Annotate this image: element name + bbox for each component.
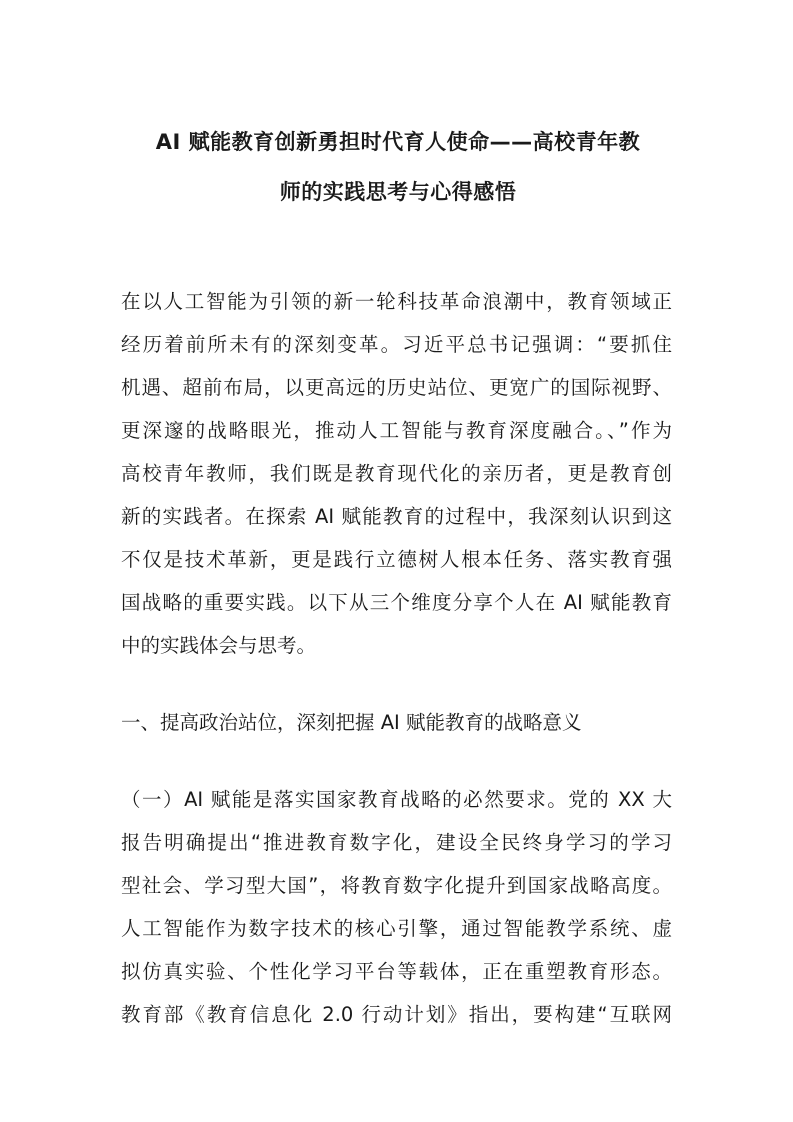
paragraph-line: 教育部《教育信息化 2.0 行动计划》指出，要构建“互联网 (121, 1003, 672, 1026)
paragraph-line: 拟仿真实验、个性化学习平台等载体，正在重塑教育形态。 (121, 960, 672, 983)
paragraph-line: 机遇、超前布局，以更高远的历史站位、更宽广的国际视野、 (121, 376, 672, 399)
paragraph-line: 新的实践者。在探索 AI 赋能教育的过程中，我深刻认识到这 (121, 505, 672, 528)
paragraph-line: 人工智能作为数字技术的核心引擎，通过智能教学系统、虚 (121, 917, 672, 940)
paragraph-line: （一）AI 赋能是落实国家教育战略的必然要求。党的 XX 大 (121, 788, 672, 811)
paragraph-line: 经历着前所未有的深刻变革。习近平总书记强调：“要抓住 (121, 333, 672, 356)
section-heading: 一、提高政治站位，深刻把握 AI 赋能教育的战略意义 (121, 711, 582, 734)
paragraph-line: 型社会、学习型大国”，将教育数字化提升到国家战略高度。 (121, 874, 672, 897)
document-title-line-2: 师的实践思考与心得感悟 (279, 180, 517, 204)
paragraph-line: 更深邃的战略眼光，推动人工智能与教育深度融合。、”作为 (121, 419, 672, 442)
paragraph-line: 中的实践体会与思考。 (121, 634, 317, 657)
document-title-line-1: AI 赋能教育创新勇担时代育人使命——高校青年教 (155, 130, 641, 154)
paragraph-line: 报告明确提出“推进教育数字化，建设全民终身学习的学习 (121, 831, 672, 854)
paragraph-line: 国战略的重要实践。以下从三个维度分享个人在 AI 赋能教育 (121, 591, 672, 614)
paragraph-line: 不仅是技术革新，更是践行立德树人根本任务、落实教育强 (121, 548, 672, 571)
paragraph-line: 在以人工智能为引领的新一轮科技革命浪潮中，教育领域正 (121, 290, 672, 313)
paragraph-line: 高校青年教师，我们既是教育现代化的亲历者，更是教育创 (121, 462, 672, 485)
